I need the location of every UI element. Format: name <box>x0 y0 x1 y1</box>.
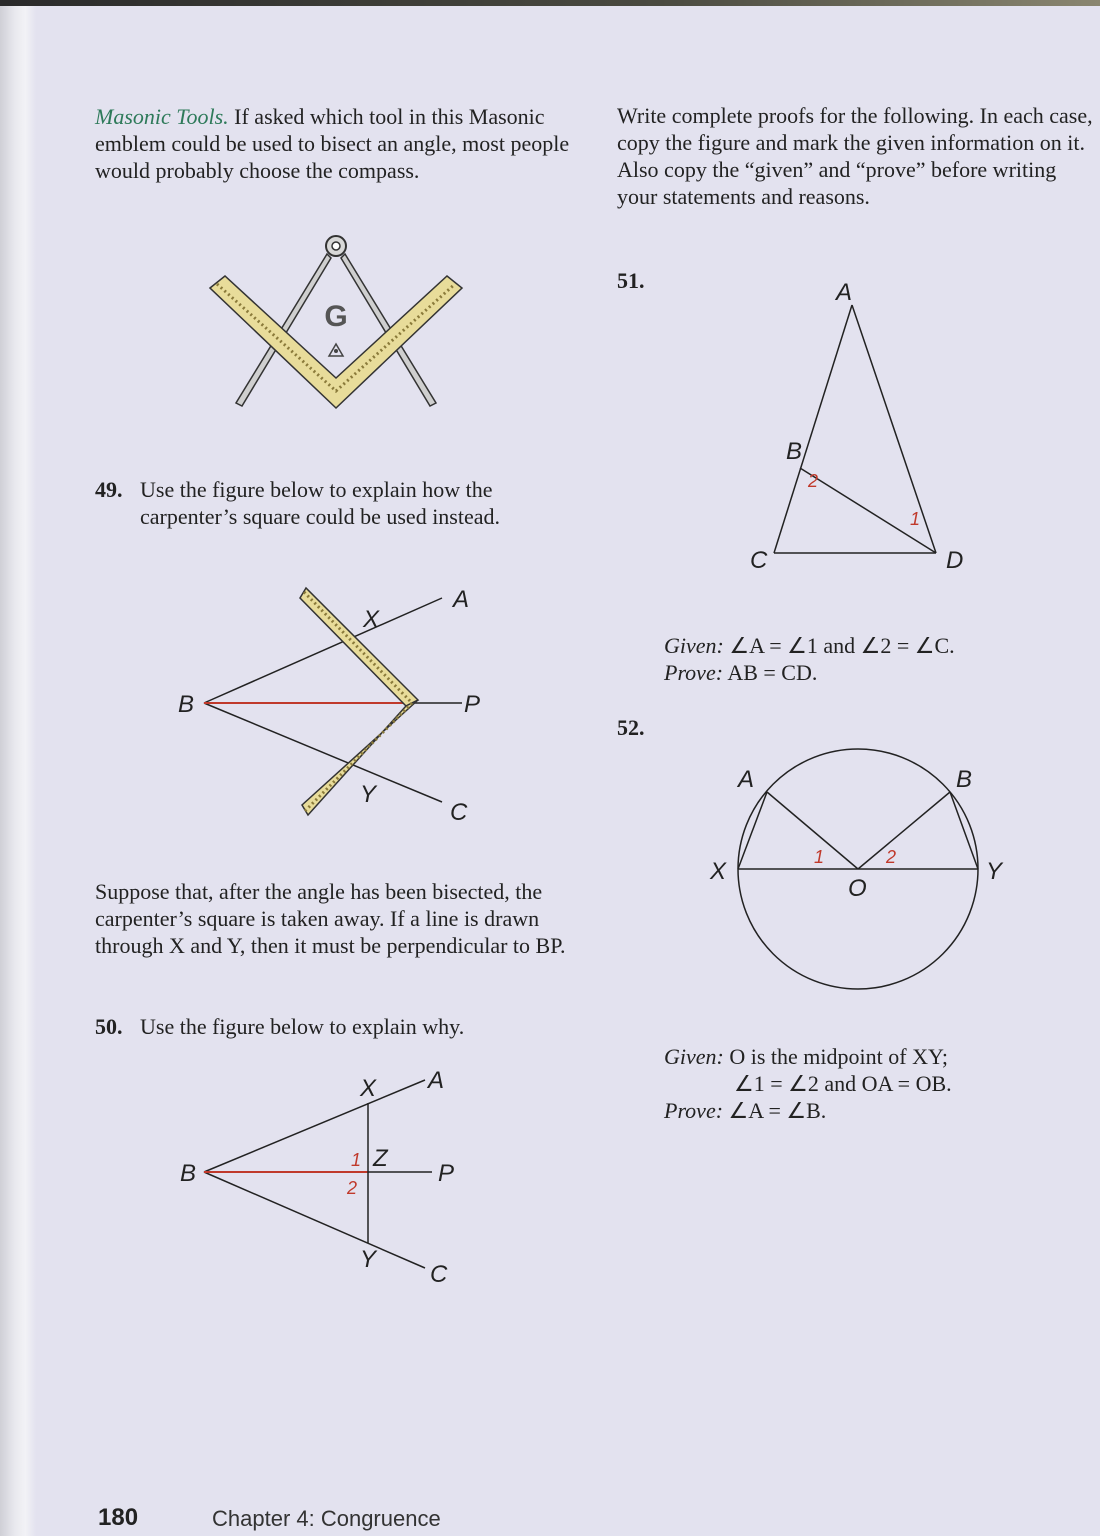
proofs-instructions: Write complete proofs for the following. In each case, copy the figure and mark the given information on it. Also copy the “given” and “prove” before writing your statements and reasons. <box>617 103 1093 209</box>
exercise-50-text: Use the figure below to explain why. <box>140 1014 465 1039</box>
fig51-label-d: D <box>946 547 964 574</box>
fig52-label-2: 2 <box>886 847 897 867</box>
fig50-label-y: Y <box>360 1246 377 1273</box>
exercise-52-number: 52. <box>617 715 645 740</box>
exercise-50-number: 50. <box>95 1014 123 1039</box>
fig52-label-a: A <box>738 766 755 793</box>
fig51-label-c: C <box>750 547 768 574</box>
fig50-label-c: C <box>430 1261 448 1288</box>
fig49-label-a: A <box>453 586 470 613</box>
fig51-label-a: A <box>836 279 853 306</box>
exercise-51-given-prove <box>664 632 955 686</box>
fig51-label-b: B <box>786 438 803 465</box>
exercise-49-text: Use the figure below to explain how the carpenter’s square could be used instead. <box>140 477 501 529</box>
fig50-label-2: 2 <box>347 1178 358 1198</box>
exercise-52-given-prove <box>664 1043 1084 1124</box>
fig49-label-y: Y <box>360 781 377 808</box>
ex52-given-line1: O is the midpoint of XY; <box>723 1044 948 1069</box>
fig50-label-x: X <box>360 1075 377 1102</box>
ex52-prove: ∠A = ∠B. <box>723 1098 827 1123</box>
emblem-letter: G <box>324 300 348 333</box>
fig49-label-x: X <box>363 606 380 633</box>
fig52-label-y: Y <box>986 858 1003 885</box>
fig50-label-b: B <box>180 1160 197 1187</box>
fig49-label-b: B <box>178 691 195 718</box>
figure-50-perpendicular <box>170 1060 480 1290</box>
fig52-label-b: B <box>956 766 973 793</box>
fig52-label-1: 1 <box>814 847 825 867</box>
figure-49-carpenter-square <box>170 580 510 830</box>
ex51-given: ∠A = ∠1 and ∠2 = ∠C. <box>723 633 955 658</box>
ex52-given-label: Given: <box>664 1044 724 1069</box>
chapter-title: Chapter 4: Congruence <box>212 1506 441 1531</box>
figure-52-circle <box>700 745 1020 995</box>
fig50-label-1: 1 <box>351 1150 362 1170</box>
fig50-label-a: A <box>428 1067 445 1094</box>
fig51-label-1: 1 <box>910 509 921 529</box>
page-binding-shadow <box>0 0 36 1536</box>
ex51-given-label: Given: <box>664 633 724 658</box>
fig49-label-c: C <box>450 799 468 826</box>
suppose-paragraph: Suppose that, after the angle has been bisected, the carpenter’s square is taken away. If a line is drawn through X and Y, then it must be perpendicular to BP. <box>95 879 566 958</box>
exercise-49-number: 49. <box>95 477 123 502</box>
ex52-prove-label: Prove: <box>664 1098 724 1123</box>
ex51-prove: AB = CD. <box>723 660 818 685</box>
ex51-prove-label: Prove: <box>664 660 724 685</box>
top-edge <box>0 0 1100 6</box>
ex52-given-line2: ∠1 = ∠2 and OA = OB. <box>734 1071 952 1096</box>
exercise-50 <box>95 1013 575 1040</box>
intro-title: Masonic Tools. <box>95 104 229 129</box>
fig52-label-o: O <box>848 875 867 902</box>
fig49-label-p: P <box>464 691 481 718</box>
exercise-49 <box>95 476 575 529</box>
masonic-emblem-figure <box>205 228 465 420</box>
fig50-label-p: P <box>438 1160 455 1187</box>
exercise-51-number: 51. <box>617 268 645 293</box>
intro-body: If asked which tool in this Masonic emblem could be used to bisect an angle, most people would probably choose the compass. <box>95 104 570 183</box>
masonic-intro <box>95 103 575 184</box>
figure-51-triangles <box>740 275 980 585</box>
fig51-label-2: 2 <box>808 471 819 491</box>
fig52-label-x: X <box>710 858 727 885</box>
page-number: 180 <box>98 1504 139 1531</box>
fig50-label-z: Z <box>373 1145 388 1172</box>
